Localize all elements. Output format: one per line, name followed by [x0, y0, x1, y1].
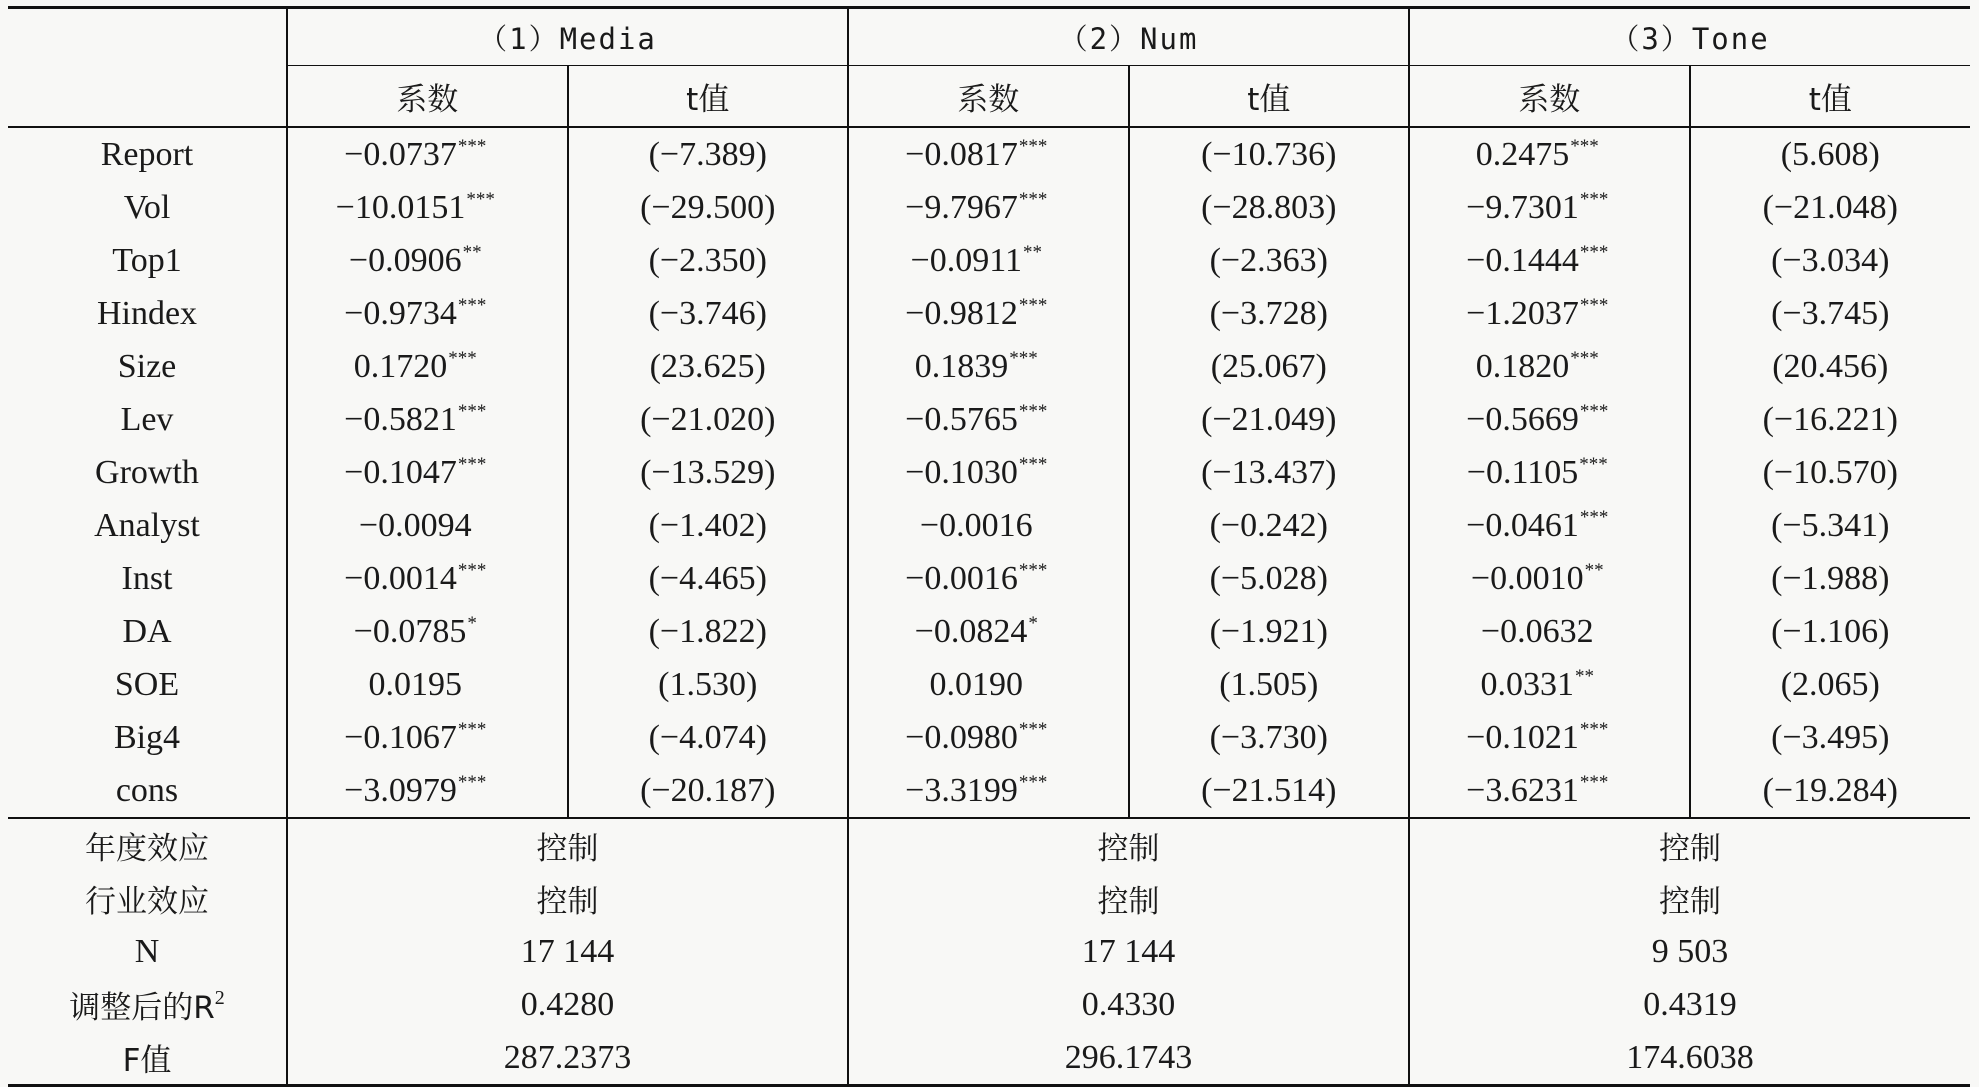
t-value-cell: [1129, 446, 1410, 499]
coef-cell: [287, 658, 568, 711]
coef-cell: [287, 234, 568, 287]
row-label: Top1: [112, 241, 182, 279]
coef-value: −0.0094: [358, 506, 472, 544]
coef-value: −0.0817: [905, 135, 1018, 173]
t-value-cell: [568, 181, 849, 234]
significance-stars: ***: [1018, 771, 1048, 793]
significance-stars: ***: [1018, 453, 1048, 475]
t-value-cell: [1690, 181, 1971, 234]
coef-cell: [1409, 499, 1690, 552]
significance-stars: ***: [1579, 294, 1609, 316]
t-value-cell: [568, 340, 849, 393]
coef-value: −0.0824: [914, 612, 1028, 650]
t-value-cell: [1129, 234, 1410, 287]
t-value: (−10.736): [1201, 135, 1337, 173]
header-row-groups: [8, 8, 1970, 66]
significance-stars: ***: [1579, 188, 1609, 210]
significance-stars: ***: [457, 559, 487, 581]
coef-value: −0.5821: [344, 400, 457, 438]
footer-value: 0.4319: [1409, 978, 1970, 1031]
coef-cell: [1409, 658, 1690, 711]
coef-cell: [1409, 393, 1690, 446]
t-value: (−1.106): [1771, 612, 1890, 650]
t-value: (−3.730): [1209, 718, 1328, 756]
t-value-cell: [1129, 393, 1410, 446]
coef-cell: [848, 764, 1129, 818]
coef-cell: [848, 181, 1129, 234]
footer-value: 17 144: [848, 925, 1409, 978]
header-corner-sub: [8, 66, 287, 128]
t-value-cell: [1690, 446, 1971, 499]
significance-stars: ***: [1579, 241, 1609, 263]
t-value-cell: [568, 552, 849, 605]
t-value-cell: [1129, 340, 1410, 393]
significance-stars: ***: [457, 718, 487, 740]
t-value: (−13.437): [1201, 453, 1337, 491]
t-value: (25.067): [1210, 347, 1327, 385]
t-value: (20.456): [1772, 347, 1889, 385]
significance-stars: ***: [1570, 347, 1599, 369]
coef-cell: [287, 605, 568, 658]
footer-label: N: [134, 932, 160, 970]
coef-value: −0.0016: [919, 506, 1033, 544]
significance-stars: ***: [1009, 347, 1038, 369]
t-value: (−3.745): [1771, 294, 1890, 332]
table-row: [8, 340, 1970, 393]
row-label: Analyst: [94, 506, 200, 544]
t-value-cell: [568, 446, 849, 499]
t-value: (−7.389): [648, 135, 767, 173]
t-value-cell: [568, 287, 849, 340]
footer-value: 控制: [1409, 872, 1970, 925]
significance-stars: ***: [1018, 400, 1048, 422]
footer-value: 287.2373: [287, 1031, 848, 1086]
coef-cell: [1409, 127, 1690, 181]
footer-label: [8, 978, 287, 1031]
table-row: [8, 446, 1970, 499]
coef-cell: [848, 446, 1129, 499]
header-t-2: t值: [1129, 66, 1410, 128]
coef-value: 0.2475: [1475, 135, 1570, 173]
coef-value: −0.0010: [1470, 559, 1584, 597]
table-row: [8, 605, 1970, 658]
t-value: (−4.074): [648, 718, 767, 756]
header-t-3: t值: [1690, 66, 1971, 128]
row-label: Big4: [113, 718, 181, 756]
t-value-cell: [568, 658, 849, 711]
t-value: (−21.514): [1201, 771, 1337, 809]
significance-stars: ***: [457, 453, 487, 475]
header-coef-2: 系数: [848, 66, 1129, 128]
footer-row-r2: [8, 978, 1970, 1031]
t-value: (−3.728): [1209, 294, 1328, 332]
significance-stars: ***: [1579, 453, 1608, 475]
t-value-cell: [568, 711, 849, 764]
footer-value: 17 144: [287, 925, 848, 978]
coef-value: 0.0331: [1480, 665, 1575, 703]
t-value-cell: [1690, 287, 1971, 340]
row-label: DA: [122, 612, 172, 650]
table-row: [8, 711, 1970, 764]
t-value: (−29.500): [640, 188, 776, 226]
t-value-cell: [1129, 127, 1410, 181]
header-group-tone: （3）Tone: [1409, 8, 1970, 66]
footer-row-f: [8, 1031, 1970, 1086]
table-row: [8, 287, 1970, 340]
t-value: (−5.028): [1209, 559, 1328, 597]
t-value: (−20.187): [640, 771, 776, 809]
header-t-1: t值: [568, 66, 849, 128]
coef-cell: [848, 711, 1129, 764]
table-row: [8, 393, 1970, 446]
t-value: (−5.341): [1771, 506, 1890, 544]
coef-cell: [1409, 552, 1690, 605]
significance-stars: ***: [448, 347, 477, 369]
coef-cell: [848, 658, 1129, 711]
t-value: (−16.221): [1762, 400, 1898, 438]
t-value-cell: [1690, 658, 1971, 711]
footer-value: 9 503: [1409, 925, 1970, 978]
significance-stars: ***: [1579, 771, 1609, 793]
coef-value: −0.0906: [348, 241, 462, 279]
t-value-cell: [568, 764, 849, 818]
coef-cell: [287, 393, 568, 446]
footer-value: 控制: [287, 872, 848, 925]
coef-value: 0.0195: [368, 665, 462, 703]
coef-value: −0.9812: [905, 294, 1018, 332]
footer-row-year-effect: [8, 818, 1970, 872]
t-value: (23.625): [649, 347, 766, 385]
coef-cell: [287, 446, 568, 499]
coef-cell: [1409, 446, 1690, 499]
footer-label: 行业效应: [85, 884, 209, 920]
significance-stars: ***: [1018, 188, 1048, 210]
significance-stars: ***: [457, 771, 487, 793]
footer-row-n: [8, 925, 1970, 978]
t-value: (1.505): [1219, 665, 1319, 703]
t-value-cell: [1690, 552, 1971, 605]
t-value-cell: [568, 234, 849, 287]
significance-stars: **: [1584, 559, 1604, 581]
coef-value: −0.1021: [1466, 718, 1579, 756]
t-value-cell: [1129, 658, 1410, 711]
t-value-cell: [1129, 711, 1410, 764]
coef-value: −0.1444: [1466, 241, 1579, 279]
t-value-cell: [1690, 764, 1971, 818]
header-group-media: （1）Media: [287, 8, 848, 66]
t-value-cell: [568, 127, 849, 181]
footer-value: 控制: [848, 872, 1409, 925]
table-row: [8, 234, 1970, 287]
coef-value: −0.0785: [353, 612, 467, 650]
significance-stars: ***: [457, 135, 487, 157]
coef-cell: [287, 127, 568, 181]
coef-value: −9.7301: [1466, 188, 1579, 226]
coef-cell: [1409, 340, 1690, 393]
t-value: (−1.402): [648, 506, 767, 544]
significance-stars: ***: [457, 400, 487, 422]
coef-cell: [848, 127, 1129, 181]
table-row: [8, 764, 1970, 818]
coef-value: −0.1105: [1466, 453, 1579, 491]
coef-cell: [848, 605, 1129, 658]
row-label: Report: [100, 135, 194, 173]
coef-cell: [1409, 605, 1690, 658]
coef-cell: [848, 499, 1129, 552]
r2-superscript: 2: [214, 987, 225, 1009]
t-value-cell: [1690, 711, 1971, 764]
t-value: (−21.048): [1762, 188, 1898, 226]
coef-value: −0.0461: [1466, 506, 1579, 544]
coef-cell: [848, 234, 1129, 287]
t-value: (1.530): [658, 665, 758, 703]
significance-stars: ***: [1018, 294, 1048, 316]
row-label: SOE: [114, 665, 180, 703]
significance-stars: *: [467, 612, 477, 634]
t-value-cell: [1129, 499, 1410, 552]
t-value-cell: [1690, 127, 1971, 181]
t-value: (−3.034): [1771, 241, 1890, 279]
t-value-cell: [1129, 287, 1410, 340]
t-value: (−1.921): [1209, 612, 1328, 650]
significance-stars: **: [1022, 241, 1042, 263]
t-value-cell: [1690, 340, 1971, 393]
significance-stars: ***: [1570, 135, 1599, 157]
row-label: Hindex: [96, 294, 198, 332]
table-row: [8, 552, 1970, 605]
table-row: [8, 499, 1970, 552]
coef-cell: [287, 764, 568, 818]
coef-cell: [287, 181, 568, 234]
footer-label: F值: [8, 1031, 287, 1086]
footer-row-industry-effect: [8, 872, 1970, 925]
t-value-cell: [1690, 499, 1971, 552]
footer-value: 0.4330: [848, 978, 1409, 1031]
coef-value: −0.0632: [1480, 612, 1594, 650]
t-value: (−19.284): [1762, 771, 1898, 809]
coef-cell: [287, 711, 568, 764]
coef-value: 0.1720: [353, 347, 448, 385]
footer-value: 控制: [848, 818, 1409, 872]
t-value-cell: [1129, 605, 1410, 658]
coef-value: −0.5765: [905, 400, 1018, 438]
coef-value: −0.9734: [344, 294, 457, 332]
coef-value: −10.0151: [335, 188, 466, 226]
coef-value: −3.6231: [1466, 771, 1579, 809]
footer-value: 控制: [287, 818, 848, 872]
coef-value: −3.0979: [344, 771, 457, 809]
row-label: Vol: [123, 188, 171, 226]
coef-value: −9.7967: [905, 188, 1018, 226]
t-value: (−4.465): [648, 559, 767, 597]
header-corner: [8, 8, 287, 66]
significance-stars: ***: [1018, 559, 1048, 581]
coef-cell: [848, 393, 1129, 446]
coef-value: −0.0911: [910, 241, 1022, 279]
coef-value: 0.1839: [914, 347, 1009, 385]
row-label: Size: [117, 347, 177, 385]
t-value: (−1.988): [1771, 559, 1890, 597]
coef-value: −0.0980: [905, 718, 1018, 756]
t-value: (−1.822): [648, 612, 767, 650]
coef-cell: [1409, 764, 1690, 818]
coef-value: −0.5669: [1466, 400, 1579, 438]
row-label: Lev: [120, 400, 174, 438]
coef-value: −0.1047: [344, 453, 457, 491]
t-value: (−21.049): [1201, 400, 1337, 438]
t-value: (−0.242): [1209, 506, 1328, 544]
header-coef-1: 系数: [287, 66, 568, 128]
significance-stars: ***: [1579, 400, 1609, 422]
coef-value: −3.3199: [905, 771, 1018, 809]
coef-value: −0.0737: [344, 135, 457, 173]
significance-stars: ***: [457, 294, 487, 316]
t-value: (−28.803): [1201, 188, 1337, 226]
coef-cell: [1409, 711, 1690, 764]
t-value-cell: [1690, 393, 1971, 446]
t-value-cell: [568, 605, 849, 658]
t-value: (−2.363): [1209, 241, 1328, 279]
t-value: (−3.495): [1771, 718, 1890, 756]
footer-value: 296.1743: [848, 1031, 1409, 1086]
footer-value: 控制: [1409, 818, 1970, 872]
header-row-sub: [8, 66, 1970, 128]
significance-stars: ***: [1579, 506, 1609, 528]
header-group-num: （2）Num: [848, 8, 1409, 66]
table-row: [8, 658, 1970, 711]
coef-cell: [848, 340, 1129, 393]
coef-value: −0.0014: [344, 559, 457, 597]
coef-value: −1.2037: [1466, 294, 1579, 332]
t-value-cell: [1129, 181, 1410, 234]
coef-cell: [1409, 181, 1690, 234]
significance-stars: ***: [1579, 718, 1609, 740]
coef-cell: [848, 287, 1129, 340]
t-value: (5.608): [1780, 135, 1880, 173]
coef-cell: [1409, 287, 1690, 340]
coef-cell: [287, 340, 568, 393]
t-value: (2.065): [1780, 665, 1880, 703]
t-value-cell: [1129, 764, 1410, 818]
footer-value: 174.6038: [1409, 1031, 1970, 1086]
t-value-cell: [568, 499, 849, 552]
significance-stars: **: [1575, 665, 1595, 687]
coef-cell: [287, 287, 568, 340]
t-value-cell: [1690, 234, 1971, 287]
table-row: [8, 127, 1970, 181]
row-label: Growth: [95, 453, 199, 491]
t-value-cell: [1129, 552, 1410, 605]
footer-value: 0.4280: [287, 978, 848, 1031]
significance-stars: ***: [466, 188, 495, 210]
coef-value: −0.1067: [344, 718, 457, 756]
significance-stars: ***: [1018, 135, 1048, 157]
t-value: (−2.350): [648, 241, 767, 279]
significance-stars: **: [462, 241, 482, 263]
t-value: (−21.020): [640, 400, 776, 438]
table-row: [8, 181, 1970, 234]
footer-label-text: 调整后的R: [69, 990, 215, 1026]
t-value: (−10.570): [1762, 453, 1898, 491]
t-value: (−13.529): [640, 453, 776, 491]
coef-value: 0.1820: [1475, 347, 1570, 385]
coef-value: 0.0190: [929, 665, 1024, 703]
t-value-cell: [1690, 605, 1971, 658]
row-label: cons: [115, 771, 179, 809]
row-label: Inst: [121, 559, 173, 597]
coef-cell: [1409, 234, 1690, 287]
significance-stars: ***: [1018, 718, 1048, 740]
regression-table: [8, 6, 1970, 1087]
coef-value: −0.1030: [905, 453, 1018, 491]
coef-value: −0.0016: [905, 559, 1018, 597]
coef-cell: [287, 552, 568, 605]
coef-cell: [287, 499, 568, 552]
footer-label: 年度效应: [8, 818, 287, 872]
significance-stars: *: [1028, 612, 1038, 634]
t-value-cell: [568, 393, 849, 446]
header-coef-3: 系数: [1409, 66, 1690, 128]
coef-cell: [848, 552, 1129, 605]
t-value: (−3.746): [648, 294, 767, 332]
